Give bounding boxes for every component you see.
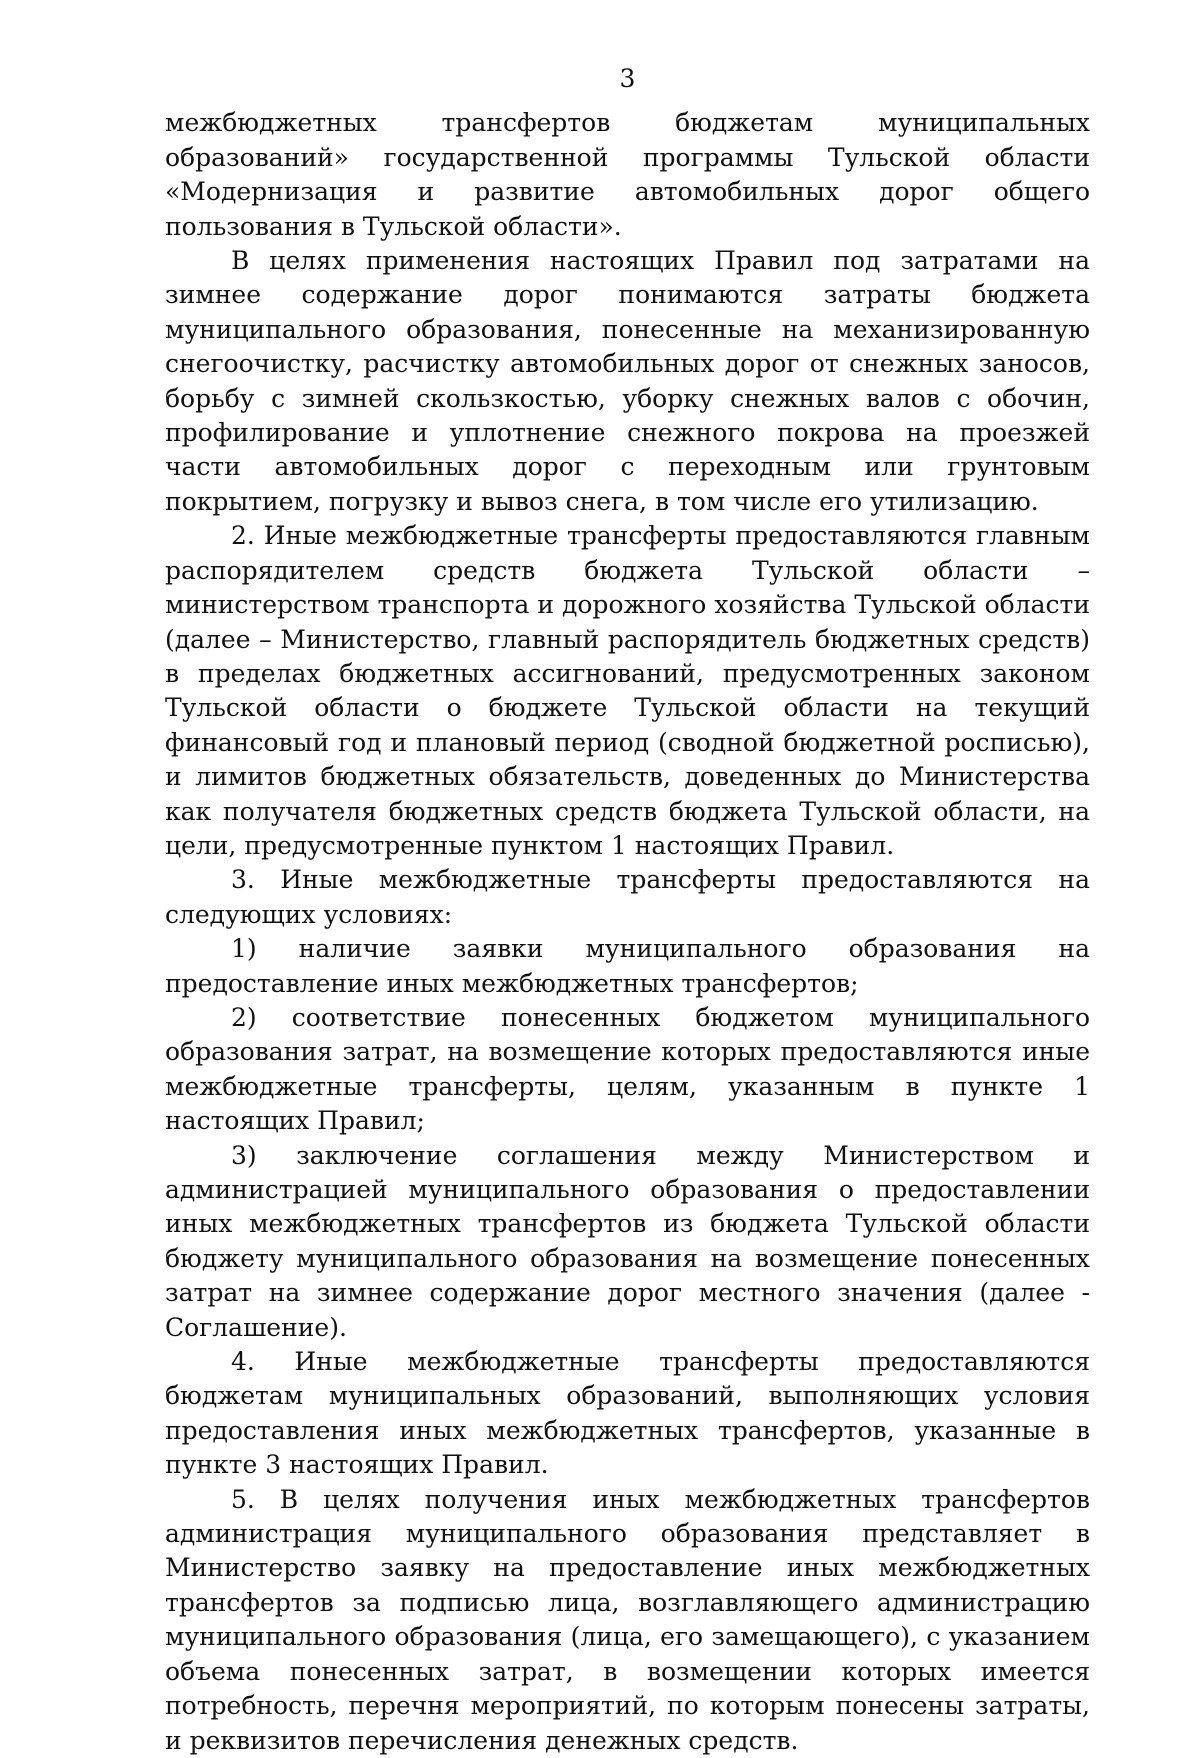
paragraph-condition-1: 1) наличие заявки муниципального образования на предоставление иных межбюджетных трансфертов; — [165, 934, 1090, 998]
page-number: 3 — [619, 64, 636, 93]
paragraph-definition: В целях применения настоящих Правил под затратами на зимнее содержание дорог понимаются затраты бюджета муниципального образования, понесенные на механизированную снегоочистку, расчистку автомобильных дорог от снежных заносов, борьбу с зимней скользкостью, уборку снежных валов с обочин, профилирование и уплотнение снежного покрова на проезжей части автомобильных дорог с переходным или грунтовым покрытием, погрузку и вывоз снега, в том числе его утилизацию. — [165, 246, 1090, 516]
paragraph-continuation: межбюджетных трансфертов бюджетам муниципальных образований» государственной программы Тульской области «Модернизация и развитие автомобильных дорог общего пользования в Тульской области». — [165, 108, 1090, 241]
paragraph-condition-2: 2) соответствие понесенных бюджетом муниципального образования затрат, на возмещение которых предоставляются иные межбюджетные трансферты, целям, указанным в пункте 1 настоящих Правил; — [165, 1002, 1090, 1136]
paragraph-condition-3: 3) заключение соглашения между Министерством и администрацией муниципального образования о предоставлении иных межбюджетных трансфертов из бюджета Тульской области бюджету муниципального образования на возмещение понесенных затрат на зимнее содержание дорог местного значения (далее - Соглашение). — [165, 1140, 1090, 1342]
paragraph-item-4: 4. Иные межбюджетные трансферты предоставляются бюджетам муниципальных образований, выполняющих условия предоставления иных межбюджетных трансфертов, указанные в пункте 3 настоящих Правил. — [165, 1347, 1090, 1480]
paragraph-item-3: 3. Иные межбюджетные трансферты предоставляются на следующих условиях: — [165, 865, 1090, 929]
paragraph-item-2: 2. Иные межбюджетные трансферты предоставляются главным распорядителем средств бюджета Тульской области – министерством транспорта и дорожного хозяйства Тульской области (далее – Министерство, главный распорядитель бюджетных средств) в пределах бюджетных ассигнований, предусмотренных законом Тульской области о бюджете Тульской области на текущий финансовый год и плановый период (сводной бюджетной росписью), и лимитов бюджетных обязательств, доведенных до Министерства как получателя бюджетных средств бюджета Тульской области, на цели, предусмотренные пунктом 1 настоящих Правил. — [165, 521, 1090, 860]
paragraph-item-5: 5. В целях получения иных межбюджетных трансфертов администрация муниципального образования представляет в Министерство заявку на предоставление иных межбюджетных трансфертов за подписью лица, возглавляющего администрацию муниципального образования (лица, его замещающего), с указанием объема понесенных затрат, в возмещении которых имеется потребность, перечня мероприятий, по которым понесены затраты, и реквизитов перечисления денежных средств. — [165, 1484, 1090, 1755]
